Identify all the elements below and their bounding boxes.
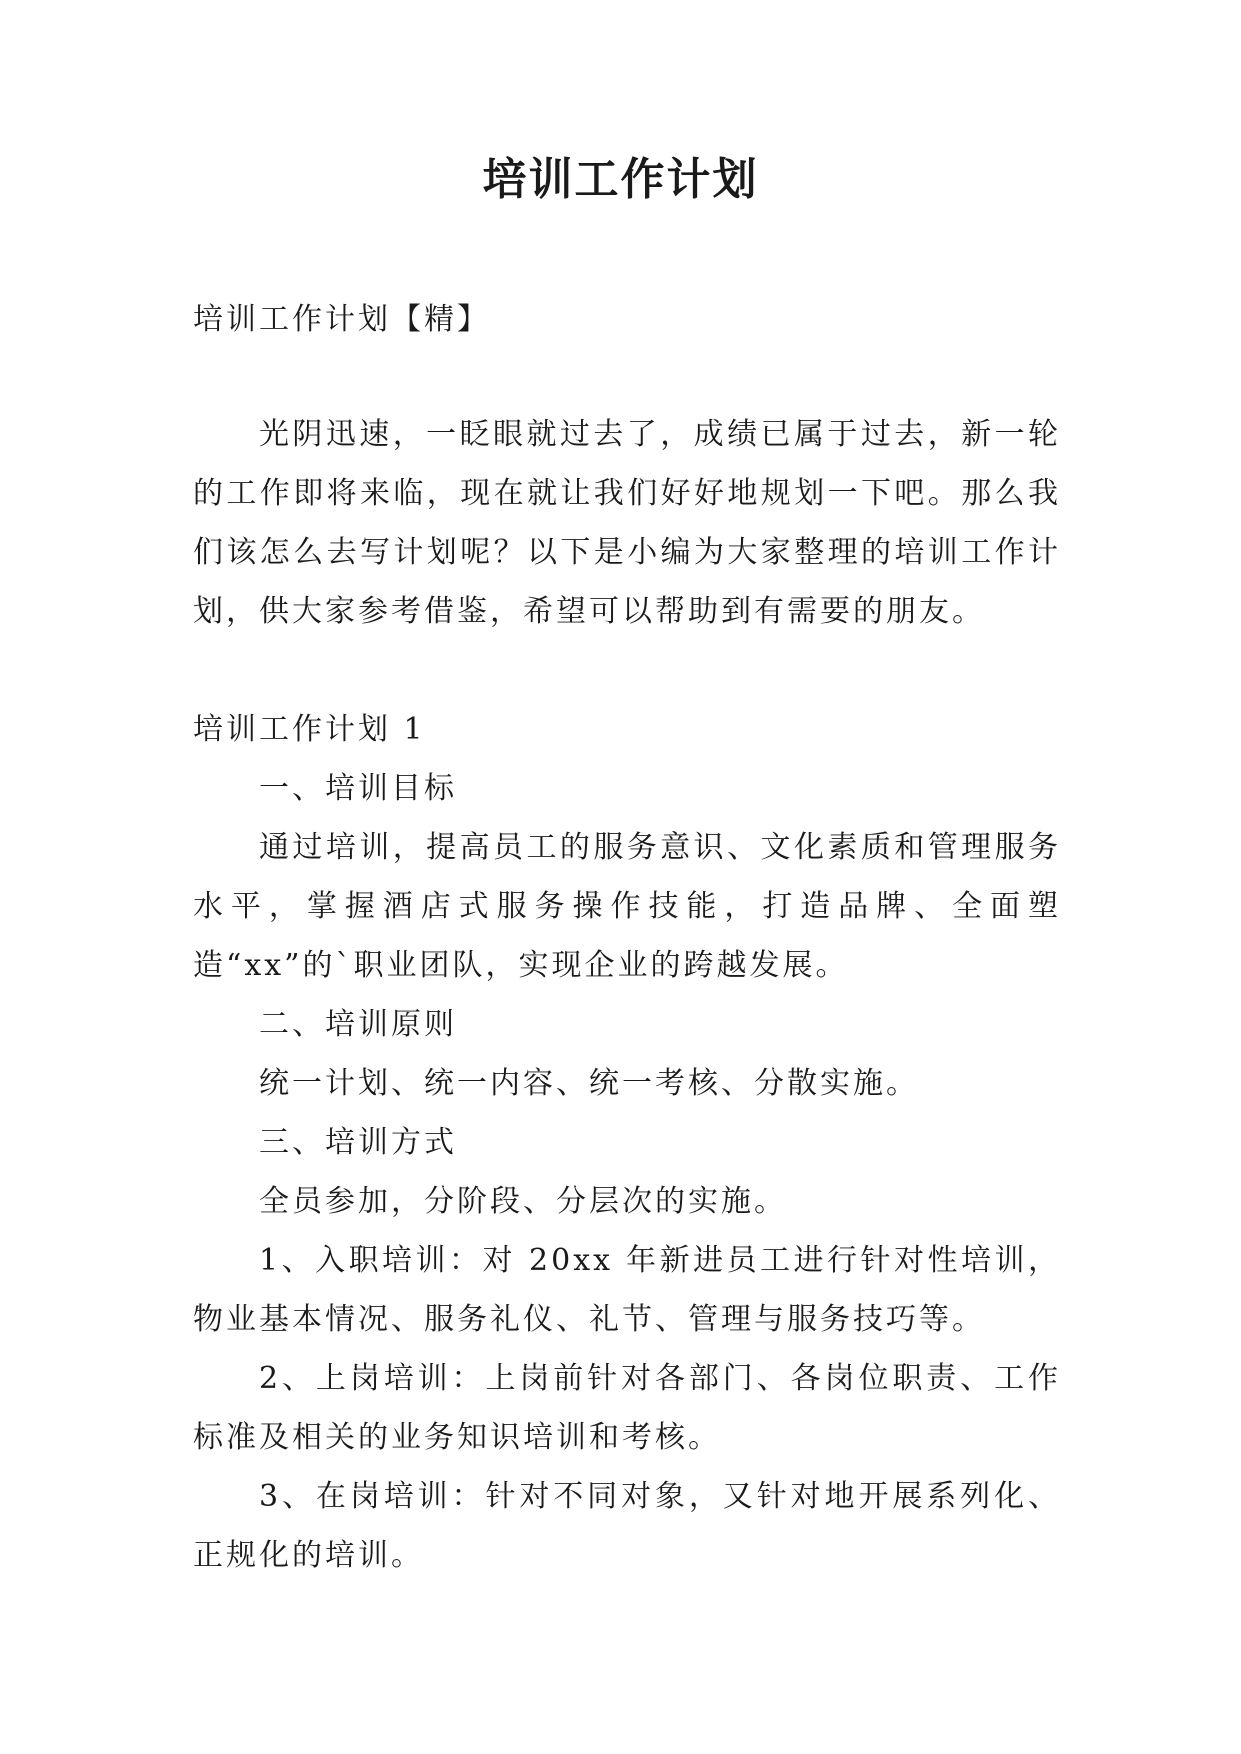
paragraph-training-goal: 通过培训，提高员工的服务意识、文化素质和管理服务水平，掌握酒店式服务操作技能，打造品牌、全面塑造“xx”的`职业团队，实现企业的跨越发展。 xyxy=(193,830,1061,983)
list-item-pre-job: 2、上岗培训：上岗前针对各部门、各岗位职责、工作标准及相关的业务知识培训和考核。 xyxy=(193,1361,1061,1455)
section-1 xyxy=(193,700,1061,1585)
heading-training-goal: 一、培训目标 xyxy=(259,771,457,806)
heading-training-principle: 二、培训原则 xyxy=(259,1007,457,1042)
intro-paragraph: 光阴迅速，一眨眼就过去了，成绩已属于过去，新一轮的工作即将来临，现在就让我们好好地规划一下吧。那么我们该怎么去写计划呢？以下是小编为大家整理的培训工作计划，供大家参考借鉴，希望可以帮助到有需要的朋友。 xyxy=(193,417,1061,629)
paragraph-training-method: 全员参加，分阶段、分层次的实施。 xyxy=(259,1184,787,1219)
list-item-onboarding: 1、入职培训：对 20xx 年新进员工进行针对性培训，物业基本情况、服务礼仪、礼节、管理与服务技巧等。 xyxy=(193,1243,1061,1337)
section-heading: 培训工作计划 1 xyxy=(193,712,426,747)
paragraph-training-principle: 统一计划、统一内容、统一考核、分散实施。 xyxy=(259,1066,919,1101)
document-subtitle: 培训工作计划【精】 xyxy=(193,302,490,337)
list-item-on-job: 3、在岗培训：针对不同对象，又针对地开展系列化、正规化的培训。 xyxy=(193,1479,1061,1573)
heading-training-method: 三、培训方式 xyxy=(259,1125,457,1160)
document-title: 培训工作计划 xyxy=(482,154,759,205)
